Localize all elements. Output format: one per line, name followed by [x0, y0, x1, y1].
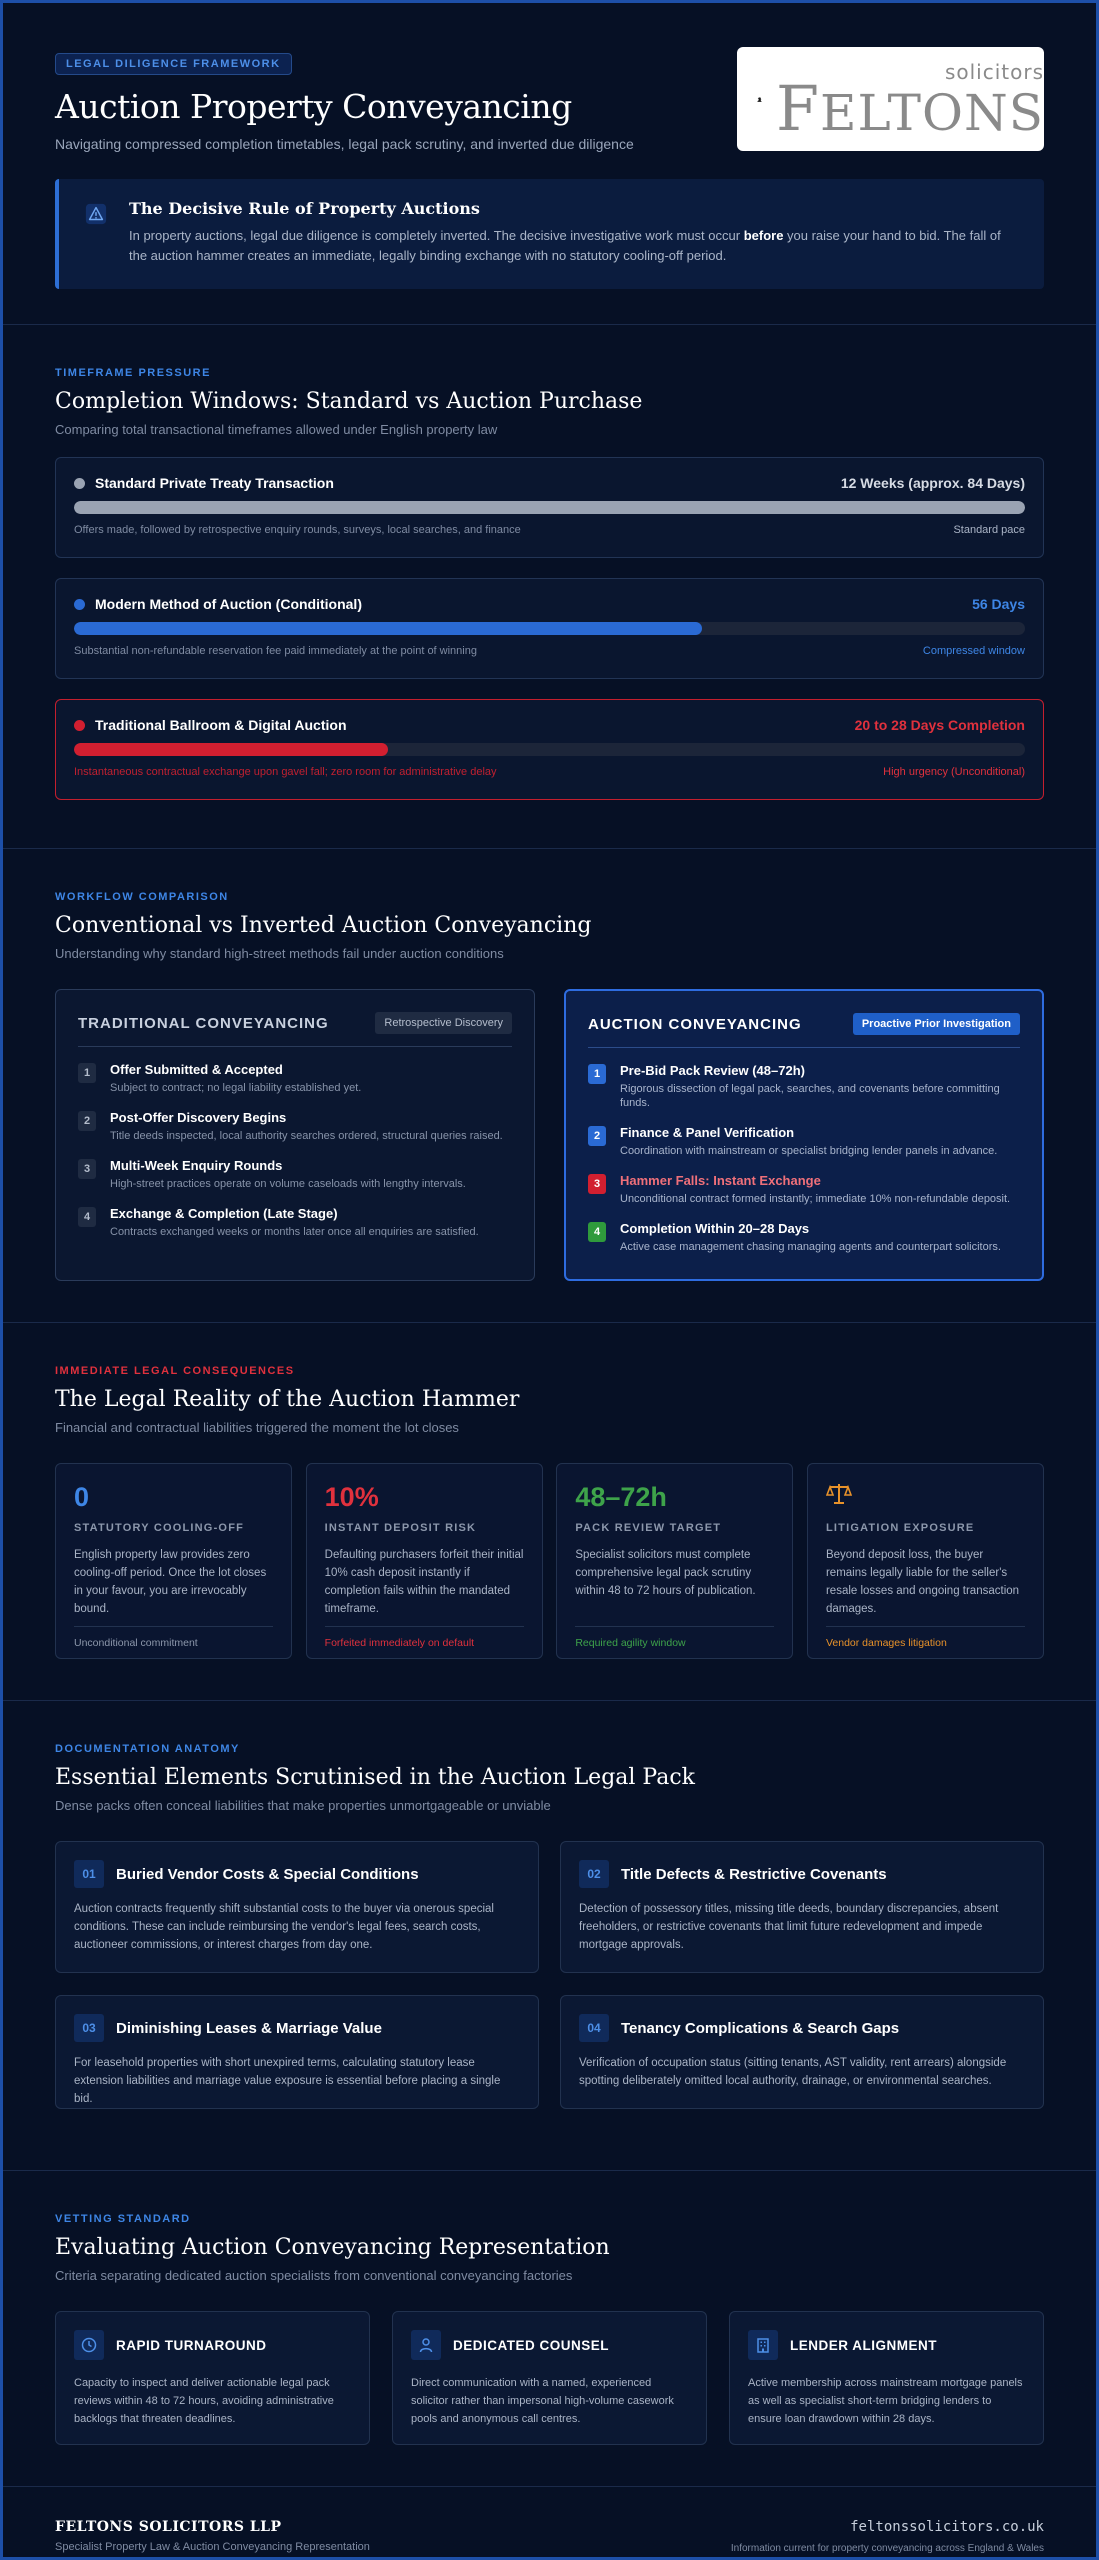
- retrospective-badge: Retrospective Discovery: [375, 1012, 512, 1034]
- step-title: Exchange & Completion (Late Stage): [110, 1206, 338, 1221]
- criterion-description: Active membership across mainstream mortgage panels as well as specialist short-term bridging lenders to ensure loan drawdown within 28 days.: [748, 2377, 1023, 2425]
- element-number: 01: [74, 1860, 104, 1888]
- legal-pack-element-card: [55, 1841, 539, 1973]
- timeframe-description: Offers made, followed by retrospective enquiry rounds, surveys, local searches, and finance: [74, 524, 521, 536]
- step-title: Completion Within 20–28 Days: [620, 1221, 810, 1236]
- section-title: Completion Windows: Standard vs Auction Purchase: [55, 389, 643, 414]
- element-title: Buried Vendor Costs & Special Conditions: [116, 1865, 419, 1883]
- workflow-step: [588, 1173, 1020, 1206]
- progress-fill: [74, 743, 388, 756]
- statue-emblem-icon: [757, 64, 762, 134]
- vetting-section: [3, 2171, 1096, 2487]
- section-title: Evaluating Auction Conveyancing Representation: [55, 2235, 610, 2260]
- step-description: Unconditional contract formed instantly; immediate 10% non-refundable deposit.: [620, 1193, 1011, 1205]
- element-number: 03: [74, 2014, 104, 2042]
- series-dot: [74, 599, 85, 610]
- section-eyebrow: WORKFLOW COMPARISON: [55, 891, 229, 903]
- consequence-description: English property law provides zero cooling-off period. Once the lot closes in your favour, you are irrevocably bound.: [74, 1549, 267, 1615]
- consequence-description: Beyond deposit loss, the buyer remains legally liable for the seller's resale losses and ongoing transaction damages.: [825, 1549, 1020, 1615]
- timeframe-bars: [55, 457, 1044, 800]
- step-number: 3: [78, 1159, 96, 1179]
- consequence-value: 0: [74, 1482, 90, 1512]
- timeframe-value: 56 Days: [972, 596, 1025, 612]
- consequence-label: LITIGATION EXPOSURE: [825, 1522, 975, 1534]
- consequence-footnote: Unconditional commitment: [74, 1626, 273, 1649]
- progress-track: [74, 501, 1025, 514]
- series-dot: [74, 720, 85, 731]
- section-subtitle: Understanding why standard high-street methods fail under auction conditions: [55, 946, 504, 961]
- timeframe-card: [55, 699, 1044, 800]
- clock-icon: [74, 2330, 104, 2360]
- building-icon: [748, 2330, 778, 2360]
- logo-small-text: solicitors: [944, 60, 1044, 84]
- progress-track: [74, 622, 1025, 635]
- element-number: 02: [579, 1860, 609, 1888]
- consequence-footnote: Vendor damages litigation: [826, 1626, 1025, 1649]
- consequence-description: Defaulting purchasers forfeit their initial 10% cash deposit instantly if completion fails within the mandated timeframe.: [324, 1549, 524, 1615]
- consequence-footnote: Required agility window: [575, 1626, 774, 1649]
- timeframe-name: Standard Private Treaty Transaction: [95, 475, 334, 491]
- section-eyebrow: TIMEFRAME PRESSURE: [55, 367, 211, 379]
- step-description: Contracts exchanged weeks or months later once all enquiries are satisfied.: [110, 1226, 479, 1238]
- callout-text: [129, 226, 1004, 266]
- timeframe-note: Compressed window: [922, 645, 1025, 657]
- step-description: High-street practices operate on volume caseloads with lengthy intervals.: [110, 1178, 466, 1190]
- consequence-value: 48–72h: [575, 1482, 667, 1512]
- timeframe-note: Standard pace: [953, 524, 1025, 536]
- element-description: For leasehold properties with short unexpired terms, calculating statutory lease extension liabilities and marriage value exposure is essential before placing a single bid.: [74, 2057, 501, 2105]
- consequences-section: [3, 1323, 1096, 1701]
- criterion-title: RAPID TURNAROUND: [116, 2337, 267, 2353]
- step-description: Coordination with mainstream or specialist bridging lender panels in advance.: [620, 1145, 998, 1157]
- step-number: 4: [588, 1222, 606, 1242]
- element-title: Diminishing Leases & Marriage Value: [116, 2019, 382, 2037]
- criterion-description: Direct communication with a named, experienced solicitor rather than impersonal high-volume casework pools and anonymous call centres.: [411, 2377, 674, 2425]
- progress-track: [74, 743, 1025, 756]
- criterion-title: DEDICATED COUNSEL: [453, 2337, 610, 2353]
- step-number: 2: [78, 1111, 96, 1131]
- step-title: Offer Submitted & Accepted: [110, 1062, 283, 1077]
- vetting-criterion-card: [729, 2311, 1044, 2445]
- timeframe-description: Instantaneous contractual exchange upon gavel fall; zero room for administrative delay: [74, 766, 497, 778]
- workflow-step: [588, 1063, 1020, 1110]
- logo-cap: F: [776, 72, 821, 145]
- page-subtitle: Navigating compressed completion timetables, legal pack scrutiny, and inverted due diligence: [55, 136, 634, 152]
- step-number: 1: [588, 1064, 606, 1084]
- timeframe-card: [55, 578, 1044, 679]
- timeframe-name: Traditional Ballroom & Digital Auction: [95, 717, 347, 733]
- page-title: Auction Property Conveyancing: [55, 87, 572, 126]
- callout-title: The Decisive Rule of Property Auctions: [129, 199, 480, 218]
- legal-pack-element-card: [560, 1841, 1044, 1973]
- section-eyebrow: DOCUMENTATION ANATOMY: [55, 1743, 240, 1755]
- consequence-footnote: Forfeited immediately on default: [325, 1626, 524, 1649]
- website-link[interactable]: feltonssolicitors.co.uk: [850, 2519, 1044, 2535]
- timeframe-name: Modern Method of Auction (Conditional): [95, 596, 362, 612]
- workflow-step: [78, 1206, 512, 1239]
- section-subtitle: Financial and contractual liabilities triggered the moment the lot closes: [55, 1420, 459, 1435]
- timeframe-note: High urgency (Unconditional): [883, 766, 1025, 778]
- step-description: Rigorous dissection of legal pack, searches, and covenants before committing funds.: [620, 1083, 1000, 1109]
- step-description: Title deeds inspected, local authority searches ordered, structural queries raised.: [110, 1130, 503, 1142]
- step-title: Pre-Bid Pack Review (48–72h): [620, 1063, 805, 1078]
- element-description: Verification of occupation status (sitting tenants, AST validity, rent arrears) alongside spotting deliberately omitted local authority, drainage, or environmental searches.: [579, 2057, 1007, 2087]
- step-number: 1: [78, 1063, 96, 1083]
- consequence-card: [306, 1463, 543, 1659]
- legal-pack-element-card: [55, 1995, 539, 2109]
- logo-rest: ELTONS: [820, 84, 1044, 142]
- firm-name: FELTONS SOLICITORS LLP: [55, 2519, 282, 2535]
- auction-conveyancing-card: [564, 989, 1044, 1281]
- series-dot: [74, 478, 85, 489]
- section-title: Essential Elements Scrutinised in the Auction Legal Pack: [55, 1765, 696, 1790]
- element-description: Auction contracts frequently shift substantial costs to the buyer via onerous special conditions. These can include reimbursing the vendor's legal fees, search costs, auctioneer commissions, or interest charges from day one.: [74, 1903, 494, 1951]
- element-title: Title Defects & Restrictive Covenants: [621, 1865, 887, 1883]
- consequence-description: Specialist solicitors must complete comprehensive legal pack scrutiny within 48 to 72 hours of publication.: [575, 1549, 756, 1597]
- step-title: Finance & Panel Verification: [620, 1125, 795, 1140]
- section-subtitle: Criteria separating dedicated auction specialists from conventional conveyancing factories: [55, 2268, 573, 2283]
- vetting-criterion-card: [392, 2311, 707, 2445]
- workflow-step: [588, 1221, 1020, 1254]
- scales-icon: [826, 1482, 1025, 1516]
- section-subtitle: Comparing total transactional timeframes allowed under English property law: [55, 422, 498, 437]
- step-number: 2: [588, 1126, 606, 1146]
- consequence-label: STATUTORY COOLING-OFF: [74, 1522, 245, 1534]
- section-title: Conventional vs Inverted Auction Conveyancing: [55, 913, 592, 938]
- warning-icon: [85, 203, 107, 225]
- timeframe-value: 12 Weeks (approx. 84 Days): [840, 475, 1025, 491]
- step-number: 3: [588, 1174, 606, 1194]
- section-eyebrow: IMMEDIATE LEGAL CONSEQUENCES: [55, 1365, 295, 1377]
- section-title: The Legal Reality of the Auction Hammer: [55, 1387, 520, 1412]
- callout-text-end: you raise your hand to bid. The fall of the auction hammer creates an immediate, legally binding exchange with no statutory cooling-off period.: [129, 228, 1001, 263]
- element-title: Tenancy Complications & Search Gaps: [621, 2019, 900, 2037]
- step-title: Hammer Falls: Instant Exchange: [620, 1173, 821, 1188]
- consequence-label: PACK REVIEW TARGET: [575, 1522, 722, 1534]
- consequence-card: [807, 1463, 1044, 1659]
- decisive-rule-callout: [55, 179, 1044, 289]
- legal-pack-element-card: [560, 1995, 1044, 2109]
- firm-tagline: Specialist Property Law & Auction Conveyancing Representation: [55, 2541, 370, 2553]
- criterion-description: Capacity to inspect and deliver actionable legal pack reviews within 48 to 72 hours, avoiding administrative backlogs that threaten deadlines.: [74, 2377, 334, 2425]
- card-title: TRADITIONAL CONVEYANCING: [78, 1014, 329, 1032]
- callout-text-emphasis: before: [743, 228, 784, 243]
- workflow-section: [3, 849, 1096, 1323]
- footer: [3, 2487, 1096, 2554]
- person-icon: [411, 2330, 441, 2360]
- step-title: Multi-Week Enquiry Rounds: [110, 1158, 283, 1173]
- step-description: Active case management chasing managing agents and counterpart solicitors.: [620, 1241, 1001, 1253]
- workflow-step: [588, 1125, 1020, 1158]
- criterion-title: LENDER ALIGNMENT: [790, 2337, 937, 2353]
- workflow-step: [78, 1158, 512, 1191]
- section-subtitle: Dense packs often conceal liabilities that make properties unmortgageable or unviable: [55, 1798, 551, 1813]
- consequence-label: INSTANT DEPOSIT RISK: [324, 1522, 477, 1534]
- step-number: 4: [78, 1207, 96, 1227]
- callout-text-start: In property auctions, legal due diligence is completely inverted. The decisive investigative work must occur: [129, 228, 744, 243]
- header: [3, 3, 1096, 325]
- card-title: AUCTION CONVEYANCING: [588, 1015, 802, 1033]
- timeframe-card: [55, 457, 1044, 558]
- timeframe-description: Substantial non-refundable reservation fee paid immediately at the point of winning: [74, 645, 477, 657]
- documentation-section: [3, 1701, 1096, 2171]
- workflow-step: [78, 1062, 512, 1095]
- proactive-badge: Proactive Prior Investigation: [853, 1013, 1020, 1035]
- element-description: Detection of possessory titles, missing title deeds, boundary discrepancies, absent freeholders, or restrictive covenants that limit future redevelopment and impede mortgage approvals.: [579, 1903, 999, 1951]
- progress-fill: [74, 622, 702, 635]
- framework-tag: LEGAL DILIGENCE FRAMEWORK: [55, 53, 292, 75]
- workflow-step: [78, 1110, 512, 1143]
- footer-note: Information current for property conveyancing across England & Wales: [730, 2543, 1044, 2554]
- consequence-value: 10%: [324, 1482, 379, 1512]
- timeframe-section: [3, 325, 1096, 849]
- vetting-criterion-card: [55, 2311, 370, 2445]
- progress-fill: [74, 501, 1025, 514]
- consequence-card: [556, 1463, 793, 1659]
- section-eyebrow: VETTING STANDARD: [55, 2213, 191, 2225]
- traditional-conveyancing-card: [55, 989, 535, 1281]
- feltons-logo: [737, 47, 1044, 151]
- element-number: 04: [579, 2014, 609, 2042]
- step-description: Subject to contract; no legal liability established yet.: [110, 1082, 362, 1094]
- consequence-card: [55, 1463, 292, 1659]
- step-title: Post-Offer Discovery Begins: [110, 1110, 287, 1125]
- timeframe-value: 20 to 28 Days Completion: [854, 717, 1025, 733]
